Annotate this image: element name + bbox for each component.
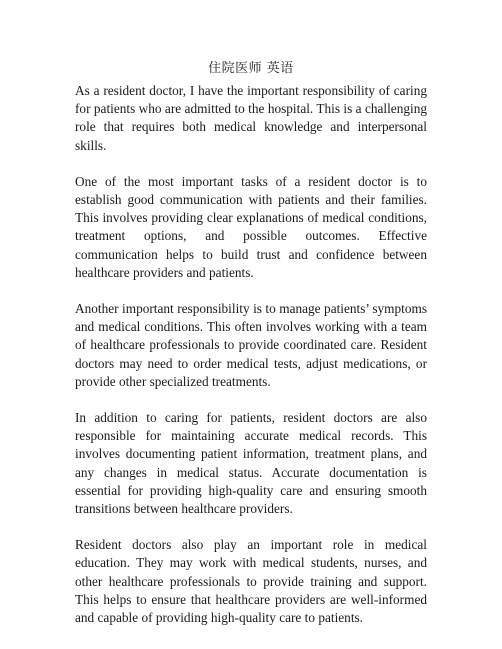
paragraph-4: In addition to caring for patients, resident doctors are also responsible for maintaining accurate medical records. This involves documenting patient information, treatment plans, and any changes in medical status. Accurate documentation is essential for providing high-quality care and ensuring smooth transitions between healthcare providers. [75, 410, 427, 517]
paragraph-5: Resident doctors also play an important role in medical education. They may work with medical students, nurses, and other healthcare professionals to provide training and support. This helps to ensure that healthcare providers are well-informed and capable of providing high-quality care to patients. [75, 537, 427, 626]
paragraph-2: One of the most important tasks of a resident doctor is to establish good communication with patients and their families. This involves providing clear explanations of medical conditions, treatment options, and possible outcomes. Effective communication helps to build trust and confidence between healthcare providers and patients. [75, 173, 427, 280]
document-title: 住院医师 英语 [208, 61, 294, 76]
paragraph-3: Another important responsibility is to manage patients’ symptoms and medical conditions. This often involves working with a team of healthcare professionals to provide coordinated care. Resident doctors may need to order medical tests, adjust medications, or provide other specialized treatments. [75, 301, 427, 389]
document-body [75, 82, 427, 645]
paragraph-1: As a resident doctor, I have the important responsibility of caring for patients who are admitted to the hospital. This is a challenging role that requires both medical knowledge and interpersonal skills. [75, 83, 427, 153]
